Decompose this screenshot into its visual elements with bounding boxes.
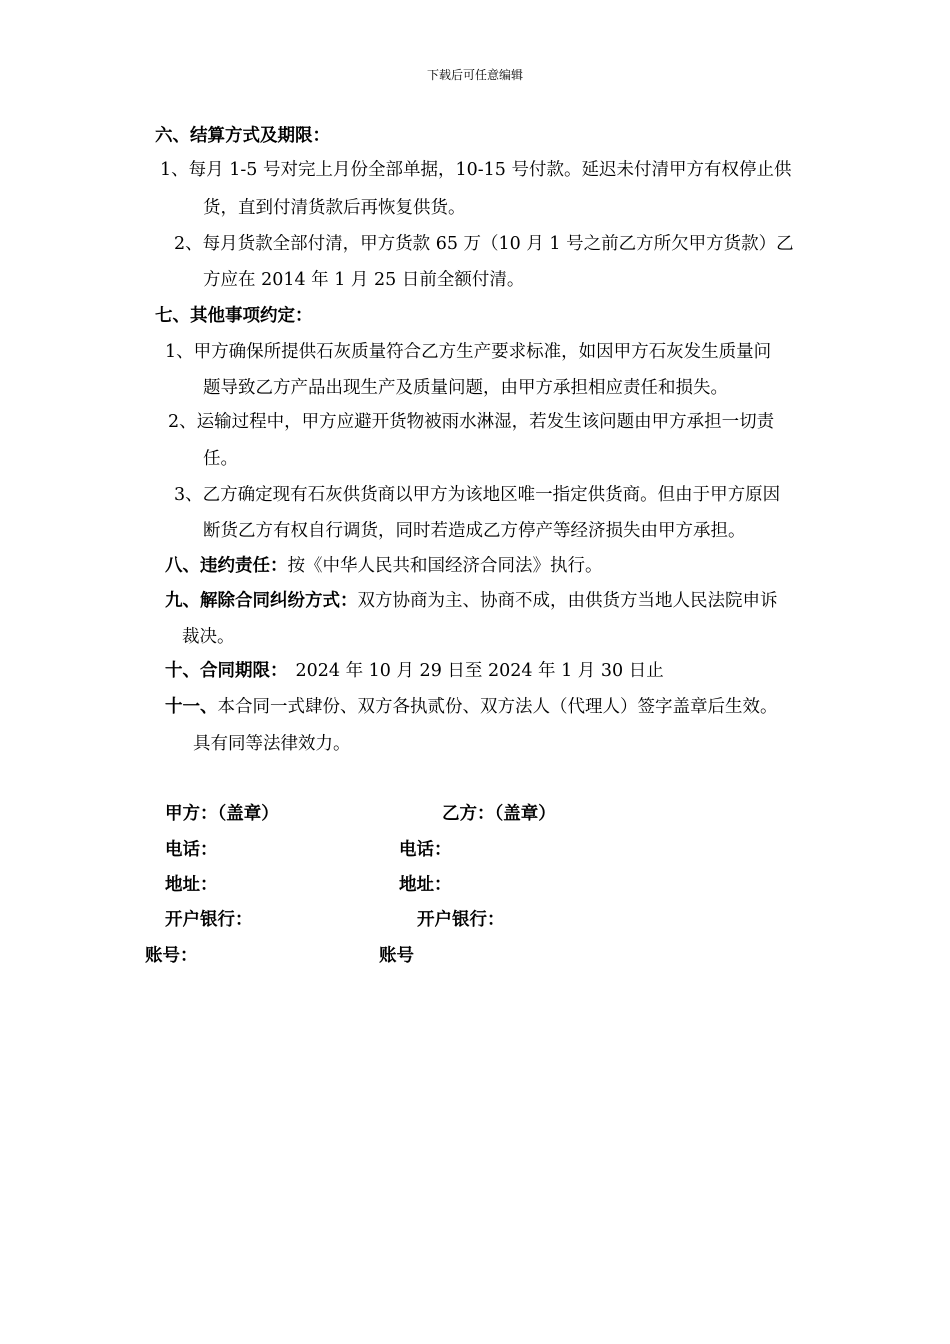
party-a-address: 地址： [165, 875, 218, 895]
party-b-account: 账号 [379, 946, 414, 966]
section-8-label: 八、违约责任： [165, 556, 288, 576]
section-6-item-2-line-1: 2、每月货款全部付清，甲方货款 65 万（10 月 1 号之前乙方所欠甲方货款）乙 [174, 234, 794, 254]
party-b-bank: 开户银行： [417, 910, 505, 930]
section-8-text: 按《中华人民共和国经济合同法》执行。 [287, 556, 603, 576]
party-b-title: 乙方：（盖章） [442, 804, 556, 824]
section-11-line-1 [165, 695, 778, 719]
section-10-text: 2024 年 10 月 29 日至 2024 年 1 月 30 日止 [295, 661, 664, 681]
section-9-text: 双方协商为主、协商不成，由供货方当地人民法院申诉 [357, 591, 778, 611]
section-7-heading: 七、其他事项约定： [155, 306, 313, 326]
section-9-label: 九、解除合同纠纷方式： [165, 591, 358, 611]
party-a-bank: 开户银行： [165, 910, 253, 930]
section-7-item-3-line-1: 3、乙方确定现有石灰供货商以甲方为该地区唯一指定供货商。但由于甲方原因 [174, 485, 781, 505]
section-9-line-1 [165, 589, 778, 613]
section-7-item-2-line-2: 任。 [203, 449, 238, 469]
section-6-item-1-line-1: 1、每月 1-5 号对完上月份全部单据，10-15 号付款。延迟未付清甲方有权停止供 [160, 160, 792, 180]
section-7-item-2-line-1: 2、运输过程中，甲方应避开货物被雨水淋湿，若发生该问题由甲方承担一切责 [168, 412, 775, 432]
section-7-item-3-line-2: 断货乙方有权自行调货，同时若造成乙方停产等经济损失由甲方承担。 [203, 521, 746, 541]
section-7-item-1-line-2: 题导致乙方产品出现生产及质量问题，由甲方承担相应责任和损失。 [203, 378, 728, 398]
party-a-phone: 电话： [165, 840, 218, 860]
party-b-phone: 电话： [399, 840, 452, 860]
section-6-heading: 六、结算方式及期限： [155, 126, 330, 146]
section-10-label: 十、合同期限： [165, 661, 288, 681]
party-b-address: 地址： [399, 875, 452, 895]
party-a-title: 甲方：（盖章） [165, 804, 279, 824]
page-header: 下载后可任意编辑 [426, 68, 523, 82]
section-7-item-1-line-1: 1、甲方确保所提供石灰质量符合乙方生产要求标准，如因甲方石灰发生质量问 [165, 342, 772, 362]
section-11-line-2: 具有同等法律效力。 [193, 734, 351, 754]
section-10 [165, 659, 664, 683]
section-9-line-2: 裁决。 [182, 627, 235, 647]
section-11-label: 十一、 [165, 697, 218, 717]
section-8 [165, 554, 603, 578]
section-6-item-1-line-2: 货，直到付清货款后再恢复供货。 [203, 198, 466, 218]
section-11-text: 本合同一式肆份、双方各执贰份、双方法人（代理人）签字盖章后生效。 [217, 697, 778, 717]
party-a-account: 账号： [145, 946, 198, 966]
section-6-item-2-line-2: 方应在 2014 年 1 月 25 日前全额付清。 [203, 270, 525, 290]
